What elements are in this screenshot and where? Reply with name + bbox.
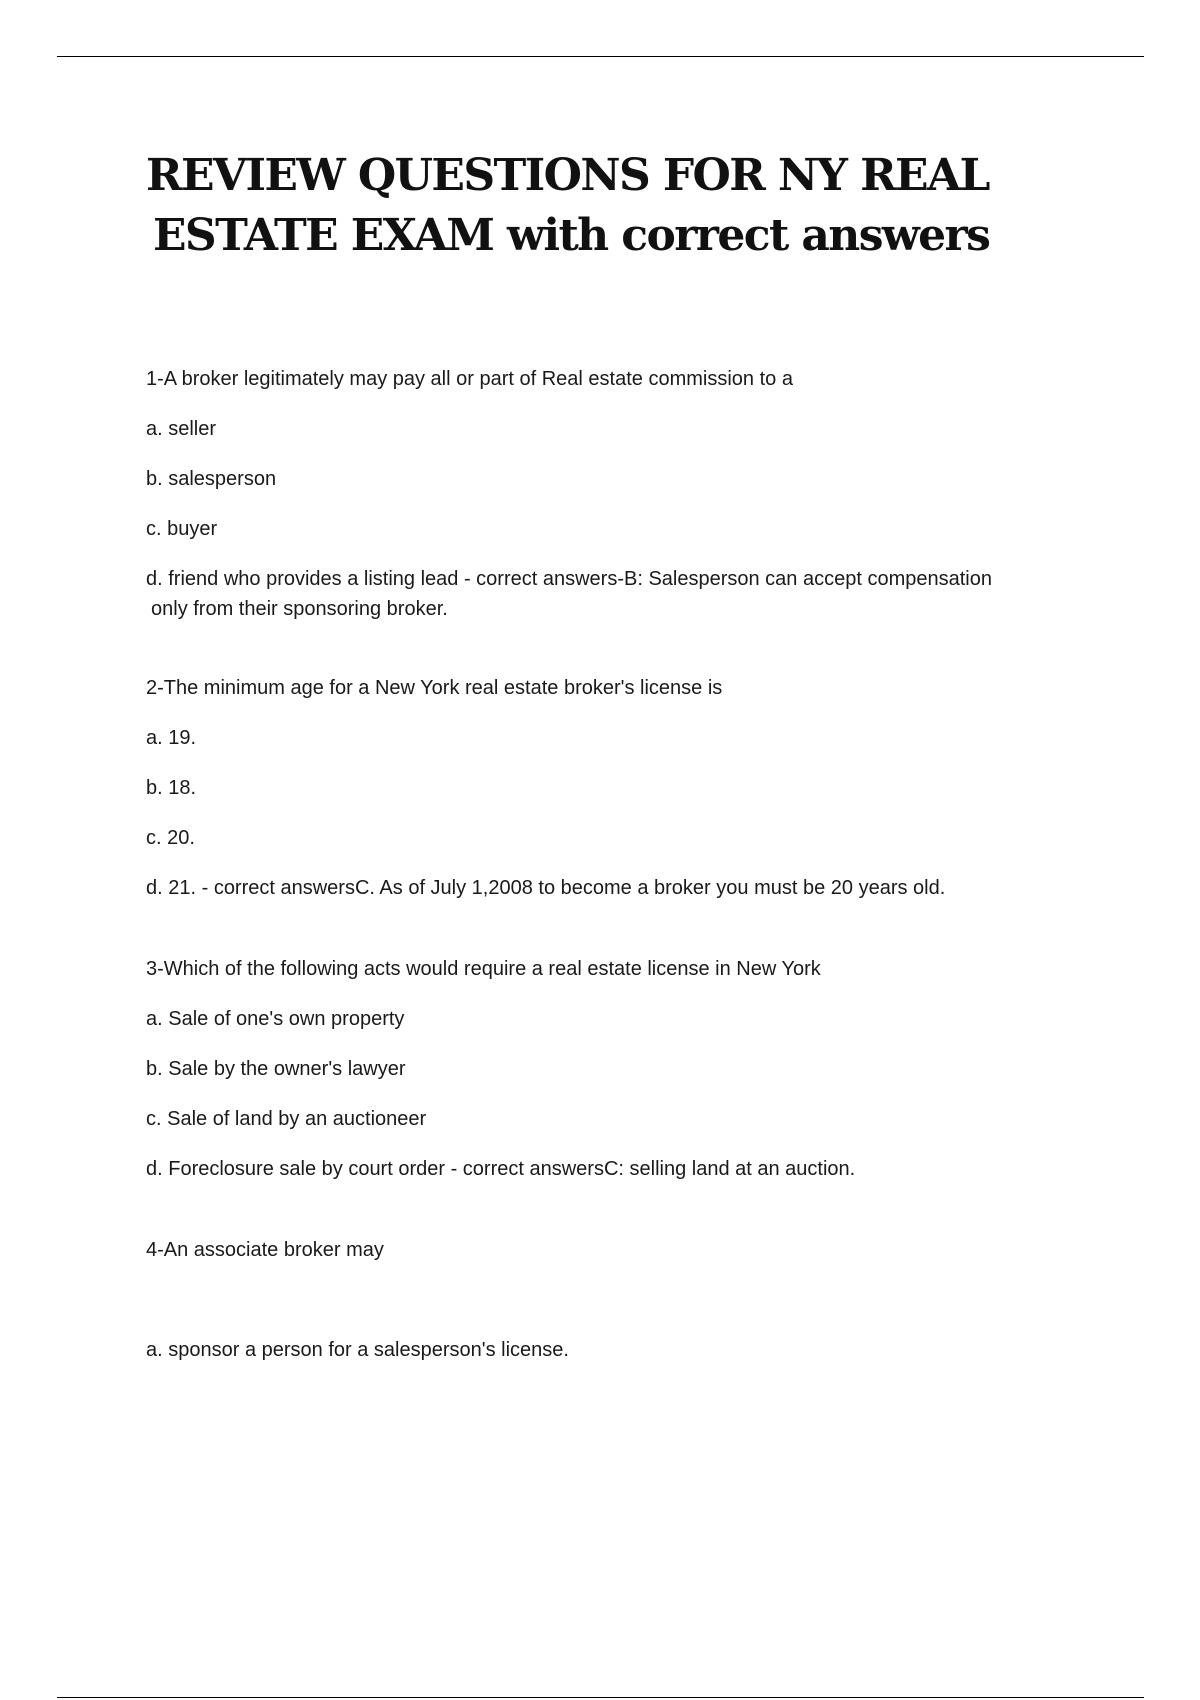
answer-option: a. 19. <box>146 727 197 749</box>
answer-option-with-correct-answer <box>146 564 1106 624</box>
bottom-rule <box>57 1697 1144 1698</box>
answer-option: a. sponsor a person for a salesperson's license. <box>146 1339 569 1361</box>
question-2 <box>146 673 1106 903</box>
document-title <box>146 146 1106 266</box>
question-4 <box>146 1235 1106 1365</box>
question-1 <box>146 364 1106 624</box>
answer-text: d. friend who provides a listing lead - correct answers-B: Salesperson can accept compensation <box>146 568 992 590</box>
answer-text-continued: only from their sponsoring broker. <box>151 598 448 620</box>
questions-list <box>146 364 1106 1385</box>
top-rule <box>57 56 1144 57</box>
question-stem: 1-A broker legitimately may pay all or part of Real estate commission to a <box>146 368 793 390</box>
answer-option: b. Sale by the owner's lawyer <box>146 1058 406 1080</box>
answer-option: c. buyer <box>146 518 218 540</box>
answer-option: a. Sale of one's own property <box>146 1008 405 1030</box>
answer-option-with-correct-answer: d. 21. - correct answersC. As of July 1,2008 to become a broker you must be 20 years old. <box>146 877 946 899</box>
question-stem: 2-The minimum age for a New York real estate broker's license is <box>146 677 723 699</box>
title-line-1: REVIEW QUESTIONS FOR NY REAL <box>146 150 989 201</box>
answer-option: a. seller <box>146 418 217 440</box>
answer-option: c. Sale of land by an auctioneer <box>146 1108 427 1130</box>
title-line-2: ESTATE EXAM with correct answers <box>153 210 990 261</box>
answer-option: c. 20. <box>146 827 195 849</box>
answer-option: b. 18. <box>146 777 197 799</box>
answer-option: b. salesperson <box>146 468 277 490</box>
question-3 <box>146 954 1106 1184</box>
question-stem: 4-An associate broker may <box>146 1239 384 1261</box>
question-stem: 3-Which of the following acts would require a real estate license in New York <box>146 958 821 980</box>
answer-option-with-correct-answer: d. Foreclosure sale by court order - correct answersC: selling land at an auction. <box>146 1158 856 1180</box>
